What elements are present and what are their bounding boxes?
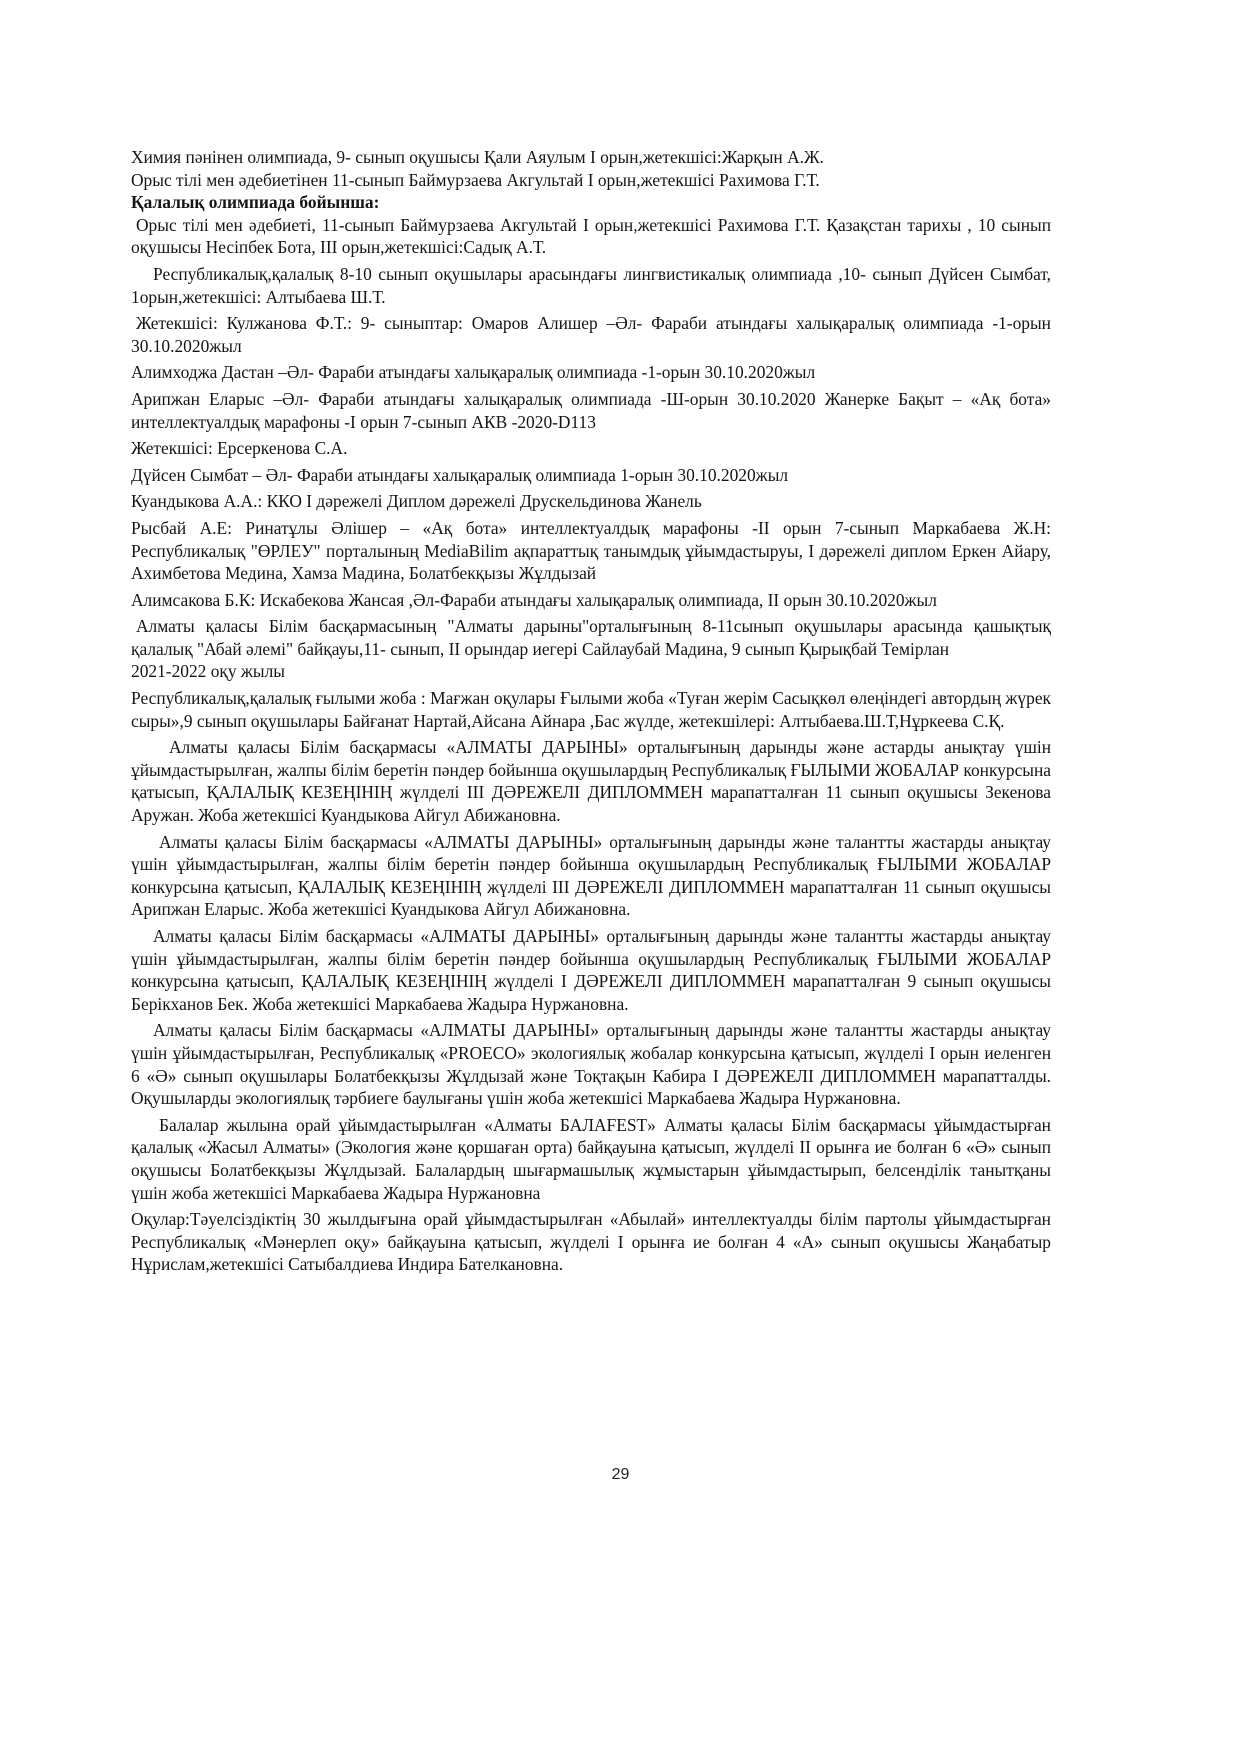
paragraph: Жетекшісі: Кулжанова Ф.Т.: 9- сыныптар: Омаров Алишер –Әл- Фараби атындағы халықаралық олимпиада -1-орын 30.10.2020жыл <box>131 313 1051 356</box>
paragraph: Алимходжа Дастан –Әл- Фараби атындағы халықаралық олимпиада -1-орын 30.10.2020жыл <box>131 362 816 383</box>
paragraph: Алматы қаласы Білім басқармасы «АЛМАТЫ ДАРЫНЫ» орталығының дарынды және талантты жастарды анықтау үшін ұйымдастырылған, Республикалық «PROECO» экологиялық жобалар конкурсына қатысып, жүлделі I орын иеленген 6 «Ә» сынып оқушылары Болатбекқызы Жұлдызай және Тоқтақын Кабира I ДӘРЕЖЕЛІ ДИПЛОММЕН марапатталды. Оқушыларды экологиялық тәрбиеге баулығаны үшін жоба жетекшісі Маркабаева Жадыра Нуржановна. <box>131 1020 1051 1109</box>
paragraph: 2021-2022 оқу жылы <box>131 661 285 682</box>
paragraph: Алматы қаласы Білім басқармасы «АЛМАТЫ ДАРЫНЫ» орталығының дарынды және талантты жастарды анықтау үшін ұйымдастырылған, жалпы білім беретін пәндер бойынша оқушылардың Республикалық ҒЫЛЫМИ ЖОБАЛАР конкурсына қатысып, ҚАЛАЛЫҚ КЕЗЕҢІНІҢ жүлделі I ДӘРЕЖЕЛІ ДИПЛОММЕН марапатталған 9 сынып оқушысы Берікханов Бек. Жоба жетекшісі Маркабаева Жадыра Нуржановна. <box>131 926 1051 1014</box>
paragraph: Алматы қаласы Білім басқармасы «АЛМАТЫ ДАРЫНЫ» орталығының дарынды және астарды анықтау үшін ұйымдастырылған, жалпы білім беретін пәндер бойынша оқушылардың Республикалық ҒЫЛЫМИ ЖОБАЛАР конкурсына қатысып, ҚАЛАЛЫҚ КЕЗЕҢІНІҢ жүлделі III ДӘРЕЖЕЛІ ДИПЛОММЕН марапатталған 11 сынып оқушысы Зекенова Аружан. Жоба жетекшісі Куандыкова Айгул Абижановна. <box>131 737 1051 826</box>
paragraph: Орыс тілі мен әдебиеті, 11-сынып Баймурзаева Акгультай I орын,жетекшісі Рахимова Г.Т. Қазақстан тарихы , 10 сынып оқушысы Несіпбек Бота, III орын,жетекшісі:Садық А.Т. <box>131 214 1051 258</box>
paragraph: Куандыкова А.А.: ККО I дәрежелі Диплом дәрежелі Друскельдинова Жанель <box>131 491 702 512</box>
paragraph: Республикалық,қалалық 8-10 сынып оқушылары арасындағы лингвистикалық олимпиада ,10- сынып Дүйсен Сымбат, 1орын,жетекшісі: Алтыбаева Ш.Т. <box>131 263 1051 307</box>
paragraph: Оқулар:Тәуелсіздіктің 30 жылдығына орай ұйымдастырылған «Абылай» интеллектуалды білім партолы ұйымдастырған Республикалық «Мәнерлеп оқу» байқауына қатысып, жүлделі I орынға ие болған 4 «А» сынып оқушысы Жаңабатыр Нұрислам,жетекшісі Сатыбалдиева Индира Бателкановна. <box>131 1209 1051 1275</box>
paragraph: Республикалық,қалалық ғылыми жоба : Мағжан оқулары Ғылыми жоба «Туған жерім Сасықкөл өлеңіндегі автордың жүрек сыры»,9 сынып оқушылары Байғанат Нартай,Айсана Айнара ,Бас жүлде, жетекшілері: Алтыбаева.Ш.Т,Нұркеева С.Қ. <box>131 688 1051 731</box>
paragraph: Алматы қаласы Білім басқармасының "Алматы дарыны"орталығының 8-11сынып оқушылары арасында қашықтық қалалық "Абай әлемі" байқауы,11- сынып, II орындар иегері Сайлаубай Мадина, 9 сынып Қырықбай Темірлан <box>131 616 1051 659</box>
paragraph: Балалар жылына орай ұйымдастырылған «Алматы БАЛАFEST» Алматы қаласы Білім басқармасы ұйымдастырған қалалық «Жасыл Алматы» (Экология және қоршаған орта) байқауына қатысып, жүлделі II орынға ие болған 6 «Ә» сынып оқушысы Болатбекқызы Жұлдызай. Балалардың шығармашылық жұмыстарын ұйымдастырып, белсенділік танытқаны үшін жоба жетекшісі Маркабаева Жадыра Нуржановна <box>131 1114 1051 1203</box>
paragraph: Химия пәнінен олимпиада, 9- сынып оқушысы Қали Аяулым I орын,жетекшісі:Жарқын А.Ж. <box>131 147 824 167</box>
paragraph: Дүйсен Сымбат – Әл- Фараби атындағы халықаралық олимпиада 1-орын 30.10.2020жыл <box>131 464 789 485</box>
document-body <box>131 146 1051 1276</box>
paragraph: Жетекшісі: Ерсеркенова С.А. <box>131 438 348 459</box>
paragraph: Алимсакова Б.К: Искабекова Жансая ,Әл-Фараби атындағы халықаралық олимпиада, II орын 30.10.2020жыл <box>131 589 937 610</box>
section-heading: Қалалық олимпиада бойынша: <box>131 192 380 213</box>
paragraph: Орыс тілі мен әдебиетінен 11-сынып Баймурзаева Акгультай I орын,жетекшісі Рахимова Г.Т. <box>131 169 820 190</box>
paragraph: Алматы қаласы Білім басқармасы «АЛМАТЫ ДАРЫНЫ» орталығының дарынды және талантты жастарды анықтау үшін ұйымдастырылған, жалпы білім беретін пәндер бойынша оқушылардың Республикалық ҒЫЛЫМИ ЖОБАЛАР конкурсына қатысып, ҚАЛАЛЫҚ КЕЗЕҢІНІҢ жүлделі III ДӘРЕЖЕЛІ ДИПЛОММЕН марапатталған 11 сынып оқушысы Арипжан Еларыс. Жоба жетекшісі Куандыкова Айгул Абижановна. <box>131 831 1051 920</box>
paragraph: Арипжан Еларыс –Әл- Фараби атындағы халықаралық олимпиада -Ш-орын 30.10.2020 Жанерке Бақыт – «Ақ бота» интеллектуалдық марафоны -I орын 7-сынып АКВ -2020-D113 <box>131 388 1051 432</box>
page-number: 29 <box>611 1466 630 1483</box>
paragraph: Рысбай А.Е: Ринатұлы Әлішер – «Ақ бота» интеллектуалдық марафоны -II орын 7-сынып Маркабаева Ж.Н: Республикалық "ӨРЛЕУ" порталының MediaBilim ақпараттық танымдық ұйымдастыруы, I дәрежелі диплом Еркен Айару, Ахимбетова Медина, Хамза Мадина, Болатбекқызы Жұлдызай <box>131 517 1051 584</box>
